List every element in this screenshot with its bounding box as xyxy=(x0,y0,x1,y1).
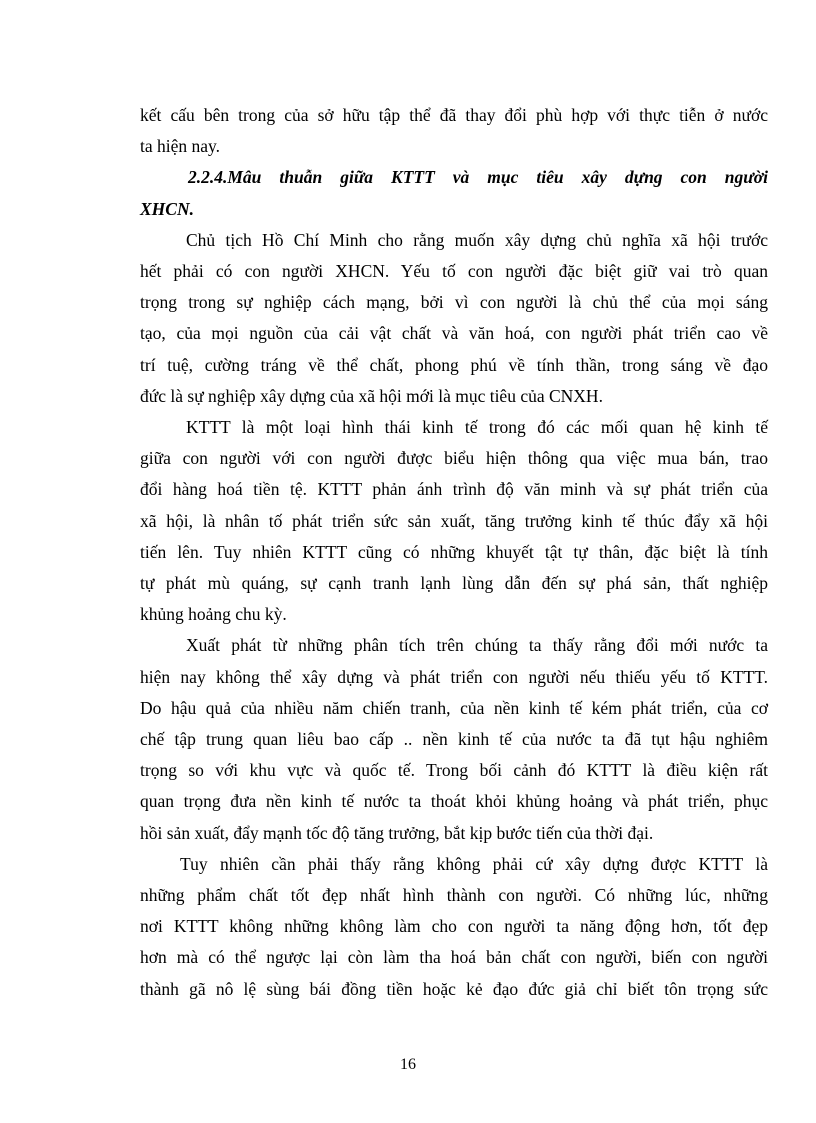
text-line: hết phải có con người XHCN. Yếu tố con người đặc biệt giữ vai trò quan xyxy=(140,261,768,282)
text-line: Chủ tịch Hồ Chí Minh cho rằng muốn xây dựng chủ nghĩa xã hội trước xyxy=(186,229,768,250)
text-line: trọng so với khu vực và quốc tế. Trong bối cảnh đó KTTT là điều kiện rất xyxy=(140,760,768,781)
text-line: đức là sự nghiệp xây dựng của xã hội mới là mục tiêu của CNXH. xyxy=(140,385,603,406)
text-line: những phẩm chất tốt đẹp nhất hình thành con người. Có những lúc, những xyxy=(140,885,768,906)
text-line: Do hậu quả của nhiều năm chiến tranh, của nền kinh tế kém phát triển, của cơ xyxy=(140,697,768,718)
text-line: xã hội, là nhân tố phát triển sức sản xuất, tăng trưởng kinh tế thúc đẩy xã hội xyxy=(140,510,768,531)
heading-line: 2.2.4.Mâu thuẫn giữa KTTT và mục tiêu xây dựng con người xyxy=(188,167,768,188)
text-line: đổi hàng hoá tiền tệ. KTTT phản ánh trình độ văn minh và sự phát triển của xyxy=(140,479,768,500)
text-line: trọng trong sự nghiệp cách mạng, bởi vì con người là chủ thể của mọi sáng xyxy=(140,292,768,313)
paragraph-continuation xyxy=(140,100,768,162)
text-line: kết cấu bên trong của sở hữu tập thể đã thay đổi phù hợp với thực tiễn ở nước xyxy=(140,105,768,125)
paragraph xyxy=(140,412,768,630)
page-number: 16 xyxy=(400,1056,416,1073)
text-line: nơi KTTT không những không làm cho con người ta năng động hơn, tốt đẹp xyxy=(140,916,768,937)
text-line: hiện nay không thể xây dựng và phát triển con người nếu thiếu yếu tố KTTT. xyxy=(140,666,768,687)
text-line: quan trọng đưa nền kinh tế nước ta thoát khỏi khủng hoảng và phát triển, phục xyxy=(140,791,768,812)
text-line: tự phát mù quáng, sự cạnh tranh lạnh lùng dẫn đến sự phá sản, thất nghiệp xyxy=(140,573,768,594)
paragraph xyxy=(140,849,768,1005)
paragraph xyxy=(140,630,768,848)
text-line: trí tuệ, cường tráng về thể chất, phong phú về tính thần, trong sáng về đạo xyxy=(140,354,768,375)
text-line: giữa con người với con người được biểu hiện thông qua việc mua bán, trao xyxy=(140,448,768,469)
text-line: khủng hoảng chu kỳ. xyxy=(140,604,287,625)
text-line: tiến lên. Tuy nhiên KTTT cũng có những khuyết tật tự thân, đặc biệt là tính xyxy=(140,541,768,562)
section-heading xyxy=(140,162,768,224)
text-line: Xuất phát từ những phân tích trên chúng ta thấy rằng đổi mới nước ta xyxy=(186,635,768,656)
text-line: Tuy nhiên cần phải thấy rằng không phải cứ xây dựng được KTTT là xyxy=(180,853,768,874)
text-line: hồi sản xuất, đẩy mạnh tốc độ tăng trưởng, bắt kịp bước tiến của thời đại. xyxy=(140,822,654,843)
text-line: thành gã nô lệ sùng bái đồng tiền hoặc kẻ đạo đức giả chỉ biết tôn trọng sức xyxy=(140,978,768,999)
text-line: chế tập trung quan liêu bao cấp .. nền kinh tế của nước ta đã tụt hậu nghiêm xyxy=(140,729,768,750)
text-line: ta hiện nay. xyxy=(140,136,221,157)
text-line: hơn mà có thể ngược lại còn làm tha hoá bản chất con người, biến con người xyxy=(140,947,768,968)
page-body xyxy=(140,100,768,1005)
heading-line: XHCN. xyxy=(140,198,194,219)
paragraph xyxy=(140,225,768,412)
text-line: KTTT là một loại hình thái kinh tế trong đó các mối quan hệ kinh tế xyxy=(186,417,768,438)
text-line: tạo, của mọi nguồn của cải vật chất và văn hoá, con người phát triển cao về xyxy=(140,323,768,344)
